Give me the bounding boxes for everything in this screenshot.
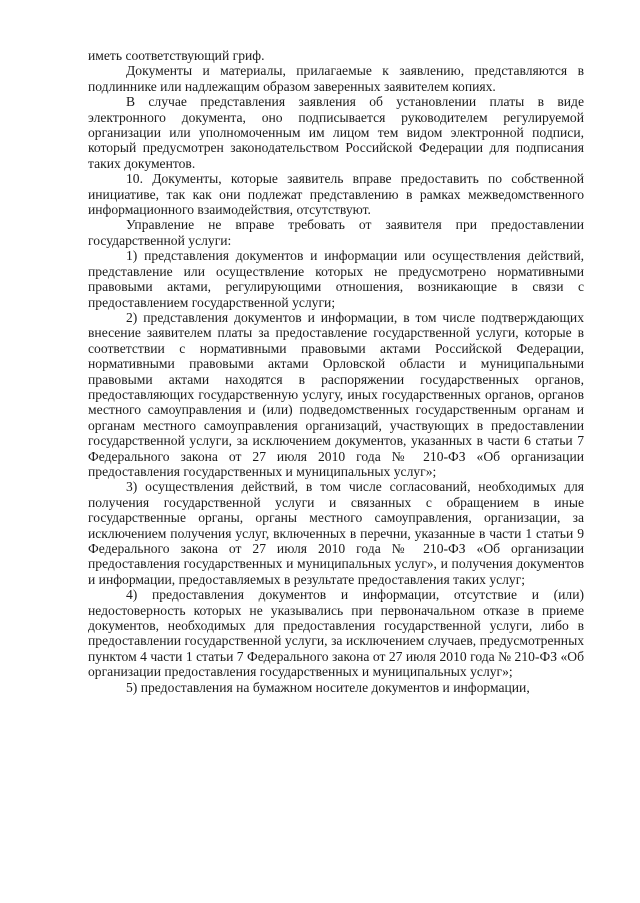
paragraph-electronic-document: В случае представления заявления об установлении платы в виде электронного документа, оно подписывается руководителем регулируемой организации или уполномоченным им лицом тем видом электронной подписи, который предусмотрен законодательством Российской Федерации для подписания таких документов. [88,94,584,171]
list-item-1: 1) представления документов и информации или осуществления действий, представление или осуществление которых не предусмотрено нормативными правовыми актами, регулирующими отношения, возникающие в связи с предоставлением государственной услуги; [88,248,584,310]
paragraph-continuation: иметь соответствующий гриф. [88,48,265,63]
list-item-5: 5) предоставления на бумажном носителе документов и информации, [126,679,530,695]
paragraph-documents-materials: Документы и материалы, прилагаемые к заявлению, представляются в подлиннике или надлежащим образом заверенных заявителем копиях. [88,63,584,94]
paragraph-item-10: 10. Документы, которые заявитель вправе предоставить по собственной инициативе, так как они подлежат представлению в рамках межведомственного информационного взаимодействия, отсутствуют. [88,171,584,218]
paragraph-management-restrictions: Управление не вправе требовать от заявителя при предоставлении государственной услуги: [88,217,584,248]
list-item-3: 3) осуществления действий, в том числе согласований, необходимых для получения государственной услуги и связанных с обращением в иные государственные органы, органы местного самоуправления, организации, за исключением получения услуг, включенных в перечни, указанные в части 1 статьи 9 Федерального закона от 27 июля 2010 года № 210-ФЗ «Об организации предоставления государственных и муниципальных услуг», и получения документов и информации, предоставляемых в результате предоставления таких услуг; [88,479,584,587]
document-page [88,48,584,695]
list-item-4: 4) предоставления документов и информации, отсутствие и (или) недостоверность которых не указывались при первоначальном отказе в приеме документов, необходимых для предоставления государственной услуги, либо в предоставлении государственной услуги, за исключением случаев, предусмотренных пунктом 4 части 1 статьи 7 Федерального закона от 27 июля 2010 года № 210-ФЗ «Об организации предоставления государственных и муниципальных услуг»; [88,587,584,680]
list-item-2: 2) представления документов и информации, в том числе подтверждающих внесение заявителем платы за предоставление государственной услуги, которые в соответствии с нормативными правовыми актами Российской Федерации, нормативными правовыми актами Орловской области и муниципальными правовыми актами находятся в распоряжении государственных органов, предоставляющих государственную услугу, иных государственных органов, органов местного самоуправления и (или) подведомственных государственным органам и органам местного самоуправления организаций, участвующих в предоставлении государственной услуги, за исключением документов, указанных в части 6 статьи 7 Федерального закона от 27 июля 2010 года № 210-ФЗ «Об организации предоставления государственных и муниципальных услуг»; [88,309,584,479]
